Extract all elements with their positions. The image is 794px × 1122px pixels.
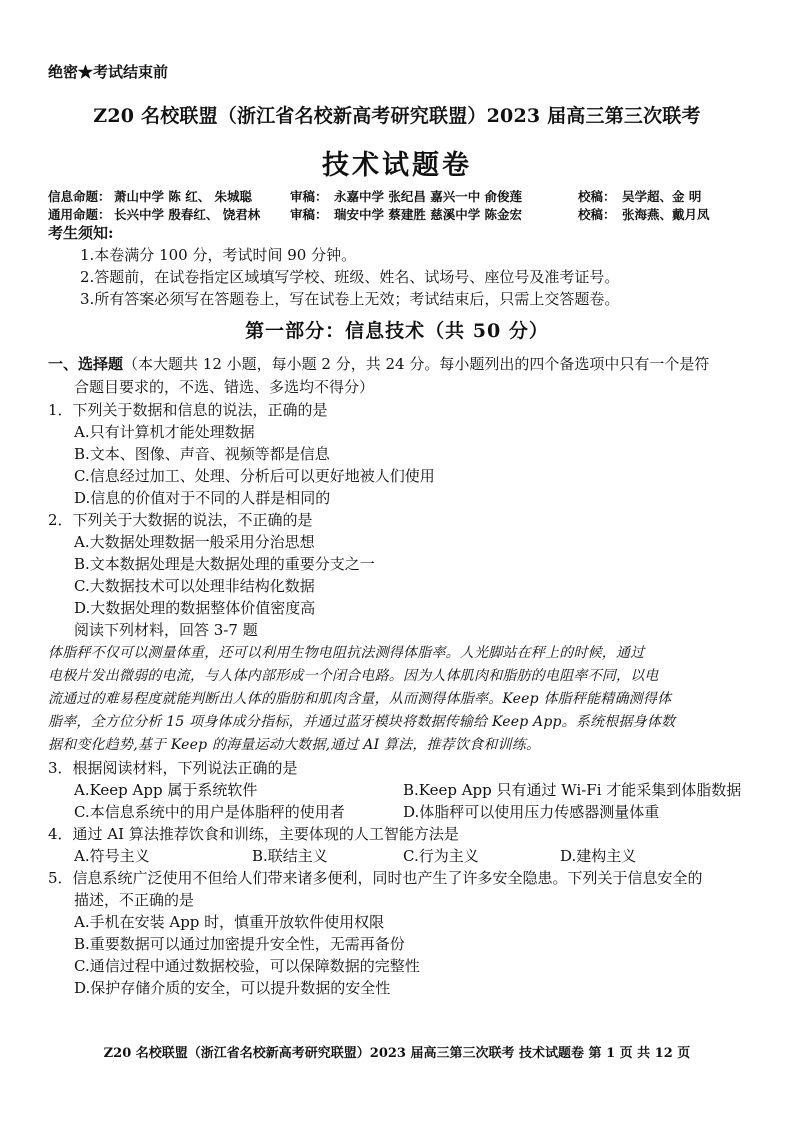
passage-line: 流通过的难易程度就能判断出人体的脂肪和肌肉含量，从而测得体脂率。Keep 体脂秤能精确测得体 (48, 691, 672, 707)
option: A.Keep App 属于系统软件 (74, 781, 258, 799)
credit-authors: 萧山中学 陈 红、 朱城聪 (114, 189, 253, 204)
option: D.体脂秤可以使用压力传感器测量体重 (403, 803, 660, 821)
credit-label: 通用命题： (48, 207, 111, 222)
passage-line: 电极片发出微弱的电流，与人体内部形成一个闭合电路。因为人体肌肉和脂肪的电阻率不同，以电 (48, 668, 659, 684)
question-stem: 5．信息系统广泛使用不但给人们带来诸多便利，同时也产生了许多安全隐患。下列关于信息安全的 (48, 869, 703, 887)
option: C.通信过程中通过数据校验，可以保障数据的完整性 (74, 957, 420, 975)
option: C.信息经过加工、处理、分析后可以更好地被人们使用 (74, 467, 435, 485)
credit-label: 校稿： (578, 207, 616, 222)
passage-line: 据和变化趋势,基于 Keep 的海量运动大数据,通过 AI 算法，推荐饮食和训练。 (48, 737, 541, 753)
option: C.大数据技术可以处理非结构化数据 (74, 577, 315, 595)
paper-title: 技术试题卷 (322, 150, 472, 181)
credit-authors: 张海燕、戴月凤 (622, 207, 710, 222)
credits-row-general (0, 205, 794, 223)
exam-title: Z20 名校联盟（浙江省名校新高考研究联盟）2023 届高三第三次联考 (93, 105, 701, 127)
option: B.Keep App 只有通过 Wi-Fi 才能采集到体脂数据 (403, 781, 742, 799)
question-stem: 4．通过 AI 算法推荐饮食和训练，主要体现的人工智能方法是 (48, 825, 459, 843)
passage-line: 体脂秤不仅可以测量体重，还可以利用生物电阻抗法测得体脂率。人光脚站在秤上的时候，通过 (48, 645, 645, 661)
confidential-mark: 绝密★考试结束前 (48, 63, 169, 81)
credit-label: 信息命题： (48, 189, 111, 204)
option: A.大数据处理数据一般采用分治思想 (74, 533, 315, 551)
credit-authors: 吴学超、金 明 (622, 189, 702, 204)
credit-label: 审稿： (290, 207, 328, 222)
notice-item: 1.本卷满分 100 分，考试时间 90 分钟。 (80, 246, 357, 264)
credit-authors: 长兴中学 殷春红、 饶君林 (114, 207, 261, 222)
notice-item: 3.所有答案必须写在答题卷上，写在试卷上无效；考试结束后，只需上交答题卷。 (80, 290, 620, 308)
option: A.符号主义 (74, 847, 150, 865)
section-heading: 一、选择题 (48, 355, 124, 373)
reading-prompt: 阅读下列材料，回答 3-7 题 (74, 621, 258, 639)
option: D.信息的价值对于不同的人群是相同的 (74, 489, 331, 507)
credit-label: 校稿： (578, 189, 616, 204)
option: B.文本、图像、声音、视频等都是信息 (74, 445, 330, 463)
section-description: （本大题共 12 小题，每小题 2 分，共 24 分。每小题列出的四个备选项中只有一个是符 (123, 355, 710, 373)
option: A.只有计算机才能处理数据 (74, 423, 255, 441)
option: C.本信息系统中的用户是体脂秤的使用者 (74, 803, 345, 821)
question-stem: 3．根据阅读材料，下列说法正确的是 (48, 759, 298, 777)
credit-label: 审稿： (290, 189, 328, 204)
credit-authors: 永嘉中学 张纪昌 嘉兴一中 俞俊莲 (334, 189, 523, 204)
option: B.联结主义 (252, 847, 328, 865)
option: D.保护存储介质的安全，可以提升数据的安全性 (74, 979, 391, 997)
question-stem-cont: 描述，不正确的是 (74, 891, 195, 909)
option: B.重要数据可以通过加密提升安全性，无需再备份 (74, 935, 405, 953)
credits-row-info (0, 187, 794, 205)
question-stem: 1．下列关于数据和信息的说法，正确的是 (48, 401, 328, 419)
passage-line: 脂率，全方位分析 15 项身体成分指标，并通过蓝牙模块将数据传输给 Keep App。系统根据身体数 (48, 714, 676, 730)
option: B.文本数据处理是大数据处理的重要分支之一 (74, 555, 375, 573)
notice-heading: 考生须知: (48, 224, 114, 242)
option: D.大数据处理的数据整体价值密度高 (74, 599, 316, 617)
page-footer: Z20 名校联盟（浙江省名校新高考研究联盟）2023 届高三第三次联考 技术试题卷 第 1 页 共 12 页 (103, 1046, 691, 1061)
credit-authors: 瑞安中学 蔡建胜 慈溪中学 陈金宏 (334, 207, 523, 222)
question-stem: 2．下列关于大数据的说法，不正确的是 (48, 511, 313, 529)
section-description-cont: 合题目要求的，不选、错选、多选均不得分） (74, 378, 375, 396)
option: C.行为主义 (403, 847, 479, 865)
notice-item: 2.答题前，在试卷指定区域填写学校、班级、姓名、试场号、座位号及准考证号。 (80, 268, 620, 286)
option: A.手机在安装 App 时，慎重开放软件使用权限 (74, 913, 385, 931)
section-intro (48, 353, 709, 374)
part-title: 第一部分：信息技术（共 50 分） (245, 320, 549, 342)
option: D.建构主义 (560, 847, 637, 865)
